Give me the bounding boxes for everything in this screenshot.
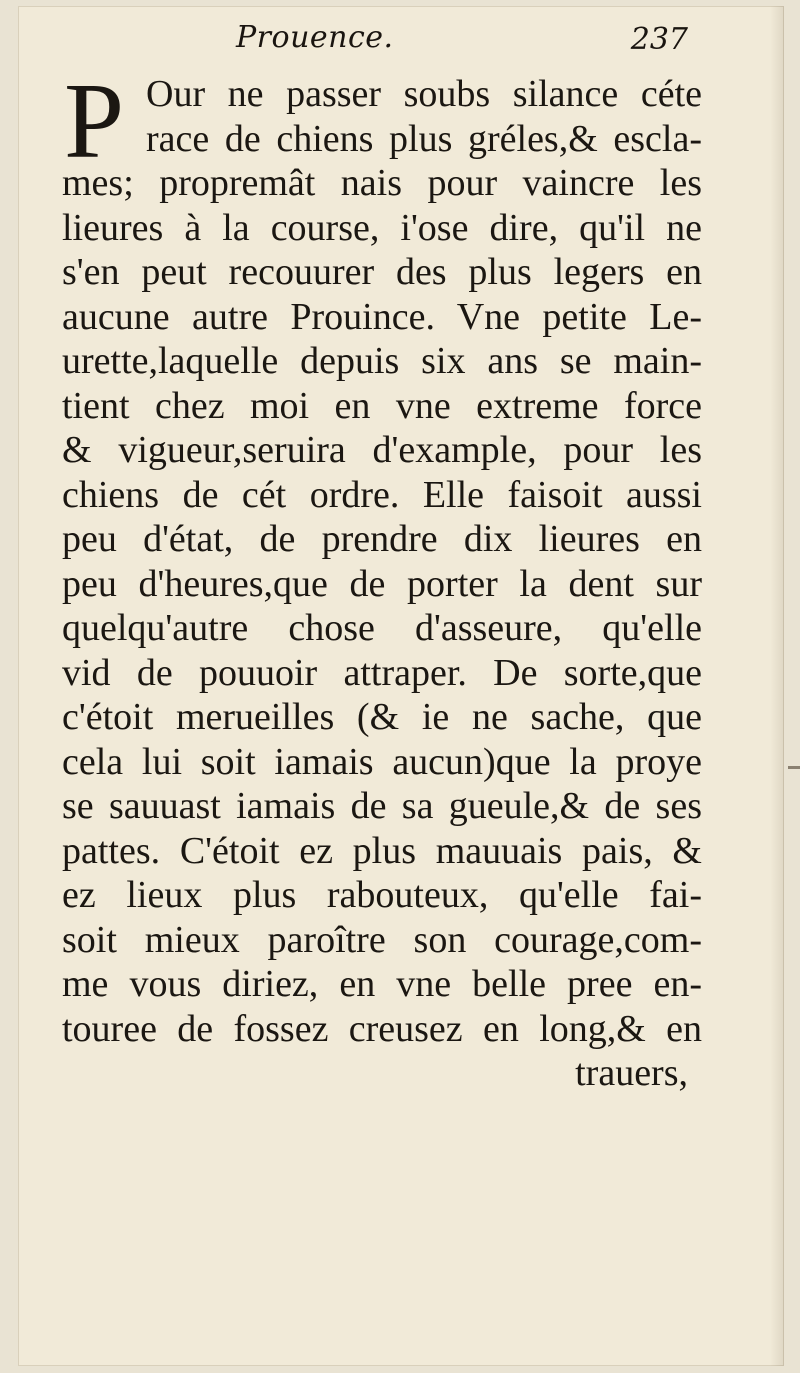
page-edge-shadow [770, 6, 784, 1366]
text-line: se sauuast iamais de sa gueule,& de ses [62, 785, 702, 827]
page-number: 237 [630, 22, 688, 57]
margin-mark [788, 766, 800, 769]
drop-cap: P [64, 62, 125, 181]
book-page [18, 6, 784, 1366]
text-line: touree de fossez creusez en long,& en [62, 1007, 702, 1050]
text-line: lieures à la course, i'ose dire, qu'il ne [62, 206, 702, 249]
text-line: chiens de cét ordre. Elle faisoit aussi [62, 473, 702, 516]
text-line: s'en peut recouurer des plus legers en [62, 251, 702, 293]
text-line: mes; propremât nais pour vaincre les [62, 162, 702, 204]
text-line: urette,laquelle depuis six ans se main- [62, 340, 702, 382]
text-line: race de chiens plus gréles,& escla- [146, 117, 702, 160]
text-line: c'étoit merueilles (& ie ne sache, que [62, 696, 702, 738]
text-line: peu d'heures,que de porter la dent sur [62, 562, 702, 605]
running-head [18, 20, 784, 68]
text-line: Our ne passer soubs silance céte [146, 73, 702, 115]
catchword: trauers, [575, 1052, 688, 1094]
text-line: soit mieux paroître son courage,com- [62, 918, 702, 961]
text-line: & vigueur,seruira d'example, pour les [62, 429, 702, 471]
running-title: Prouence. [236, 20, 394, 55]
text-line: quelqu'autre chose d'asseure, qu'elle [62, 607, 702, 649]
body-text [62, 62, 702, 1096]
text-line: vid de pouuoir attraper. De sorte,que [62, 651, 702, 694]
text-line: peu d'état, de prendre dix lieures en [62, 518, 702, 560]
text-line: tient chez moi en vne extreme force [62, 384, 702, 427]
text-line: cela lui soit iamais aucun)que la proye [62, 740, 702, 783]
text-line: me vous diriez, en vne belle pree en- [62, 963, 702, 1005]
text-line: pattes. C'étoit ez plus mauuais pais, & [62, 829, 702, 872]
text-line: aucune autre Prouince. Vne petite Le- [62, 295, 702, 338]
text-line: ez lieux plus rabouteux, qu'elle fai- [62, 874, 702, 916]
